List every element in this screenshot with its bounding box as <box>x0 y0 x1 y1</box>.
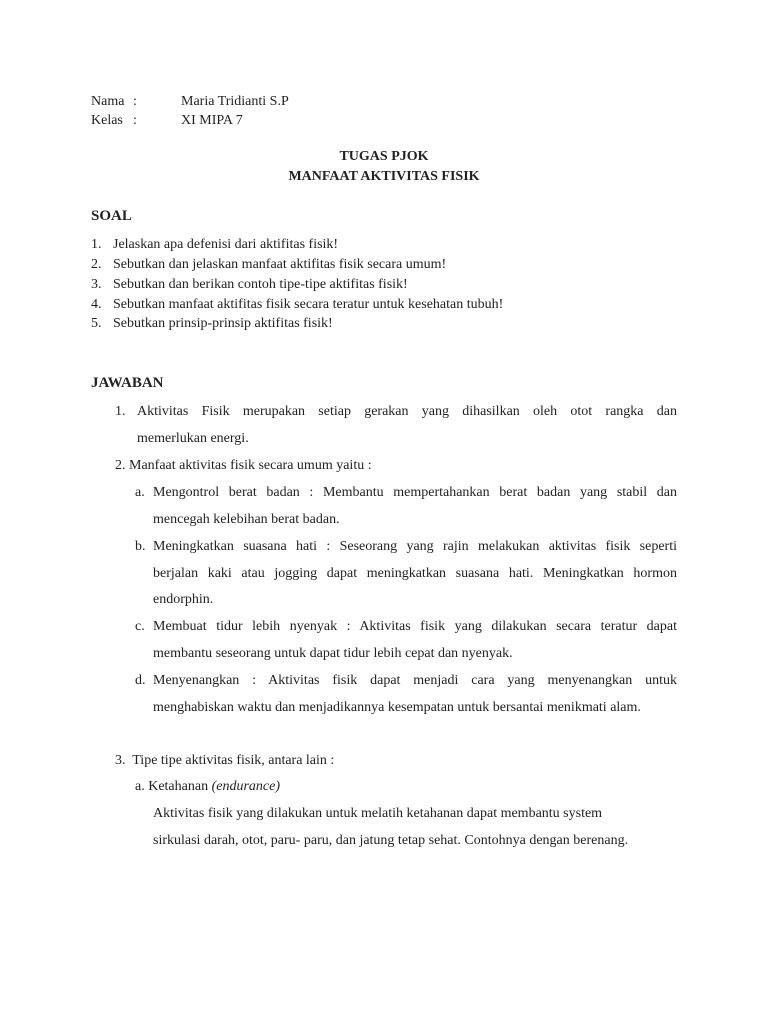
soal-num: 2. <box>91 257 102 272</box>
sub-letter: c. <box>135 619 145 634</box>
sub-line: menghabiskan waktu dan menjadikannya kesempatan untuk bersantai menikmati alam. <box>153 700 641 715</box>
sub-line: Membuat tidur lebih nyenyak : Aktivitas fisik yang dilakukan secara teratur dapat <box>153 619 677 634</box>
soal-num: 5. <box>91 316 102 331</box>
sub-a-label: a. Ketahanan <box>135 779 212 794</box>
name-label: Nama <box>91 94 125 109</box>
sub-a-line: Aktivitas fisik yang dilakukan untuk melatih ketahanan dapat membantu system <box>153 806 603 821</box>
name-value: Maria Tridianti S.P <box>181 94 289 109</box>
soal-num: 4. <box>91 297 102 312</box>
answer-2-intro: 2. Manfaat aktivitas fisik secara umum yaitu : <box>115 458 372 473</box>
title-line-1: TUGAS PJOK <box>339 149 429 164</box>
sub-letter: a. <box>135 485 145 500</box>
answer-1-line: Aktivitas Fisik merupakan setiap gerakan yang dihasilkan oleh otot rangka dan <box>137 404 677 419</box>
class-colon: : <box>133 113 137 128</box>
sub-line: mencegah kelebihan berat badan. <box>153 512 340 527</box>
sub-line: membantu seseorang untuk dapat tidur lebih cepat dan nyenyak. <box>153 646 513 661</box>
sub-line: berjalan kaki atau jogging dapat meningkatkan suasana hati. Meningkatkan hormon <box>153 566 677 581</box>
answer-3-sub-a <box>135 779 280 795</box>
sub-line: Menyenangkan : Aktivitas fisik dapat menjadi cara yang menyenangkan untuk <box>153 673 677 688</box>
answer-3-intro: 3. Tipe tipe aktivitas fisik, antara lain : <box>115 753 335 768</box>
class-value: XI MIPA 7 <box>181 113 243 128</box>
sub-letter: d. <box>135 673 146 688</box>
soal-heading: SOAL <box>91 208 132 224</box>
soal-item: Sebutkan prinsip-prinsip aktifitas fisik! <box>113 316 333 331</box>
answer-1-line: memerlukan energi. <box>137 431 249 446</box>
sub-a-line: sirkulasi darah, otot, paru- paru, dan jatung tetap sehat. Contohnya dengan berenang. <box>153 833 629 848</box>
soal-item: Sebutkan manfaat aktifitas fisik secara teratur untuk kesehatan tubuh! <box>113 297 504 312</box>
sub-a-italic: (endurance) <box>211 779 280 794</box>
jawaban-heading: JAWABAN <box>91 375 164 391</box>
soal-num: 1. <box>91 237 102 252</box>
title-line-2: MANFAAT AKTIVITAS FISIK <box>288 169 480 184</box>
name-colon: : <box>133 94 137 109</box>
class-label: Kelas <box>91 113 123 128</box>
soal-item: Sebutkan dan berikan contoh tipe-tipe aktifitas fisik! <box>113 277 408 292</box>
sub-line: endorphin. <box>153 592 214 607</box>
answer-1-num: 1. <box>115 404 126 419</box>
soal-num: 3. <box>91 277 102 292</box>
sub-letter: b. <box>135 539 146 554</box>
sub-line: Meningkatkan suasana hati : Seseorang yang rajin melakukan aktivitas fisik seperti <box>153 539 677 554</box>
soal-item: Sebutkan dan jelaskan manfaat aktifitas fisik secara umum! <box>113 257 447 272</box>
sub-line: Mengontrol berat badan : Membantu mempertahankan berat badan yang stabil dan <box>153 485 677 500</box>
soal-item: Jelaskan apa defenisi dari aktifitas fisik! <box>113 237 339 252</box>
